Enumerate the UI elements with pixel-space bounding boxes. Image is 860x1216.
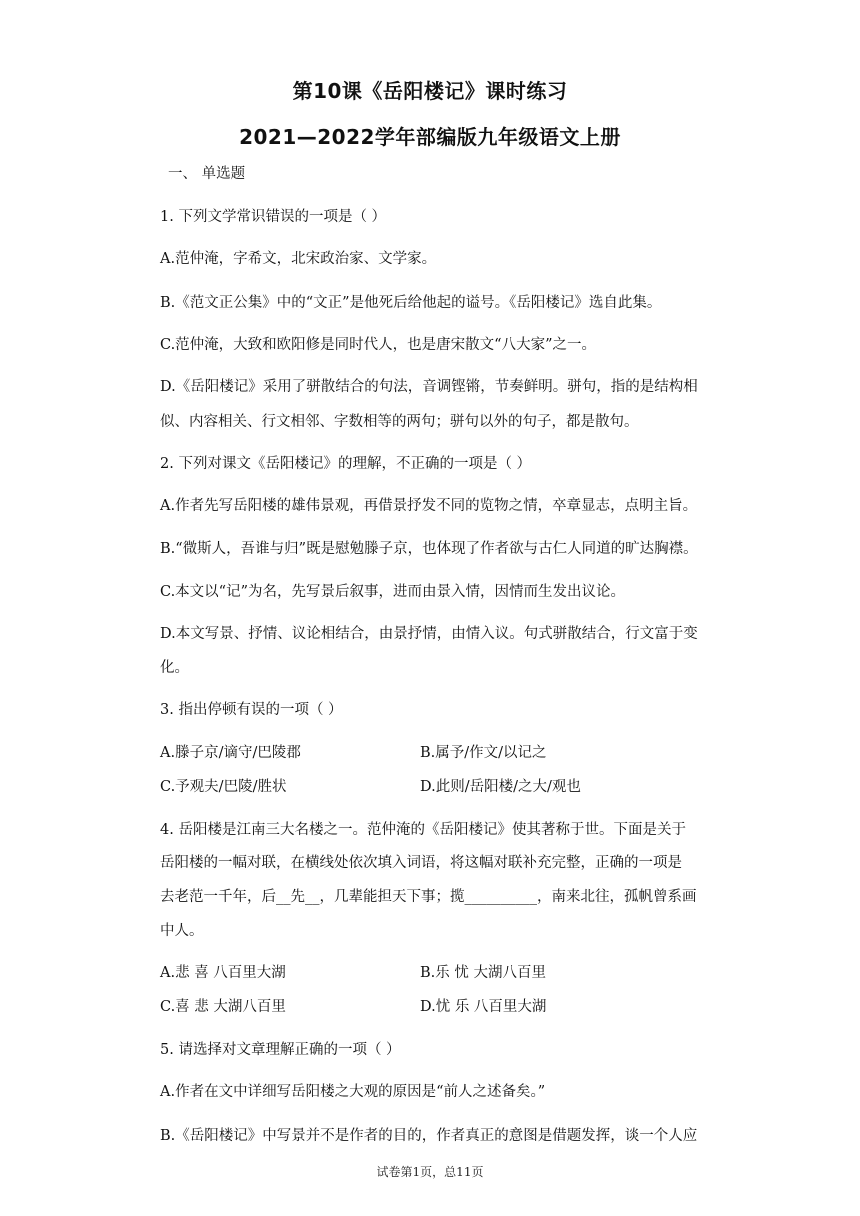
question-2-option-c: C.本文以“记”为名，先写景后叙事，进而由景入情，因情而生发出议论。 — [160, 584, 626, 600]
question-4-option-c: C.喜 悲 大湖八百里 — [160, 999, 286, 1015]
question-2-option-d-cont: 化。 — [160, 660, 189, 676]
question-4-stem-line-3: 去老范一千年，后__先__，几辈能担天下事；揽__________，南来北往，孤帆曾系画 — [160, 889, 697, 905]
section-heading: 一、 单选题 — [168, 166, 246, 182]
question-4-stem-line-4: 中人。 — [160, 923, 204, 939]
question-3-option-c: C.予观夫/巴陵/胜状 — [160, 779, 287, 795]
question-5-option-a: A.作者在文中详细写岳阳楼之大观的原因是“前人之述备矣。” — [160, 1084, 546, 1100]
question-1-option-d: D.《岳阳楼记》采用了骈散结合的句法，音调铿锵，节奏鲜明。骈句，指的是结构相 — [160, 379, 698, 395]
question-4-option-a: A.悲 喜 八百里大湖 — [160, 965, 286, 981]
question-3-stem: 3. 指出停顿有误的一项（ ） — [160, 702, 343, 718]
page-subtitle: 2021—2022学年部编版九年级语文上册 — [239, 125, 621, 149]
question-4-option-b: B.乐 忧 大湖八百里 — [420, 965, 546, 981]
question-4-stem-line-2: 岳阳楼的一幅对联，在横线处依次填入词语，将这幅对联补充完整，正确的一项是 — [160, 855, 682, 871]
question-1-option-d-cont: 似、内容相关、行文相邻、字数相等的两句；骈句以外的句子，都是散句。 — [160, 414, 639, 430]
question-5-stem: 5. 请选择对文章理解正确的一项（ ） — [160, 1042, 401, 1058]
question-1-stem: 1. 下列文学常识错误的一项是（ ） — [160, 209, 387, 225]
question-2-option-a: A.作者先写岳阳楼的雄伟景观，再借景抒发不同的览物之情，卒章显志，点明主旨。 — [160, 498, 698, 514]
question-3-option-b: B.属予/作文/以记之 — [420, 745, 547, 761]
question-2-stem: 2. 下列对课文《岳阳楼记》的理解，不正确的一项是（ ） — [160, 456, 532, 472]
question-4-stem: 4. 岳阳楼是江南三大名楼之一。范仲淹的《岳阳楼记》使其著称于世。下面是关于 — [160, 822, 686, 838]
question-2-option-d: D.本文写景、抒情、议论相结合，由景抒情，由情入议。句式骈散结合，行文富于变 — [160, 626, 698, 642]
page-title: 第10课《岳阳楼记》课时练习 — [292, 79, 568, 103]
question-5-option-b: B.《岳阳楼记》中写景并不是作者的目的，作者真正的意图是借题发挥，谈一个人应 — [160, 1128, 698, 1144]
question-4-option-d: D.忧 乐 八百里大湖 — [420, 999, 547, 1015]
question-1-option-b: B.《范文正公集》中的“文正”是他死后给他起的谥号。《岳阳楼记》选自此集。 — [160, 295, 662, 311]
page-footer: 试卷第1页，总11页 — [376, 1165, 484, 1179]
question-1-option-c: C.范仲淹，大致和欧阳修是同时代人，也是唐宋散文“八大家”之一。 — [160, 337, 597, 353]
question-3-option-a: A.滕子京/谪守/巴陵郡 — [160, 745, 301, 761]
question-1-option-a: A.范仲淹，字希文，北宋政治家、文学家。 — [160, 251, 437, 267]
question-2-option-b: B.“微斯人，吾谁与归”既是慰勉滕子京，也体现了作者欲与古仁人同道的旷达胸襟。 — [160, 541, 698, 557]
question-3-option-d: D.此则/岳阳楼/之大/观也 — [420, 779, 581, 795]
